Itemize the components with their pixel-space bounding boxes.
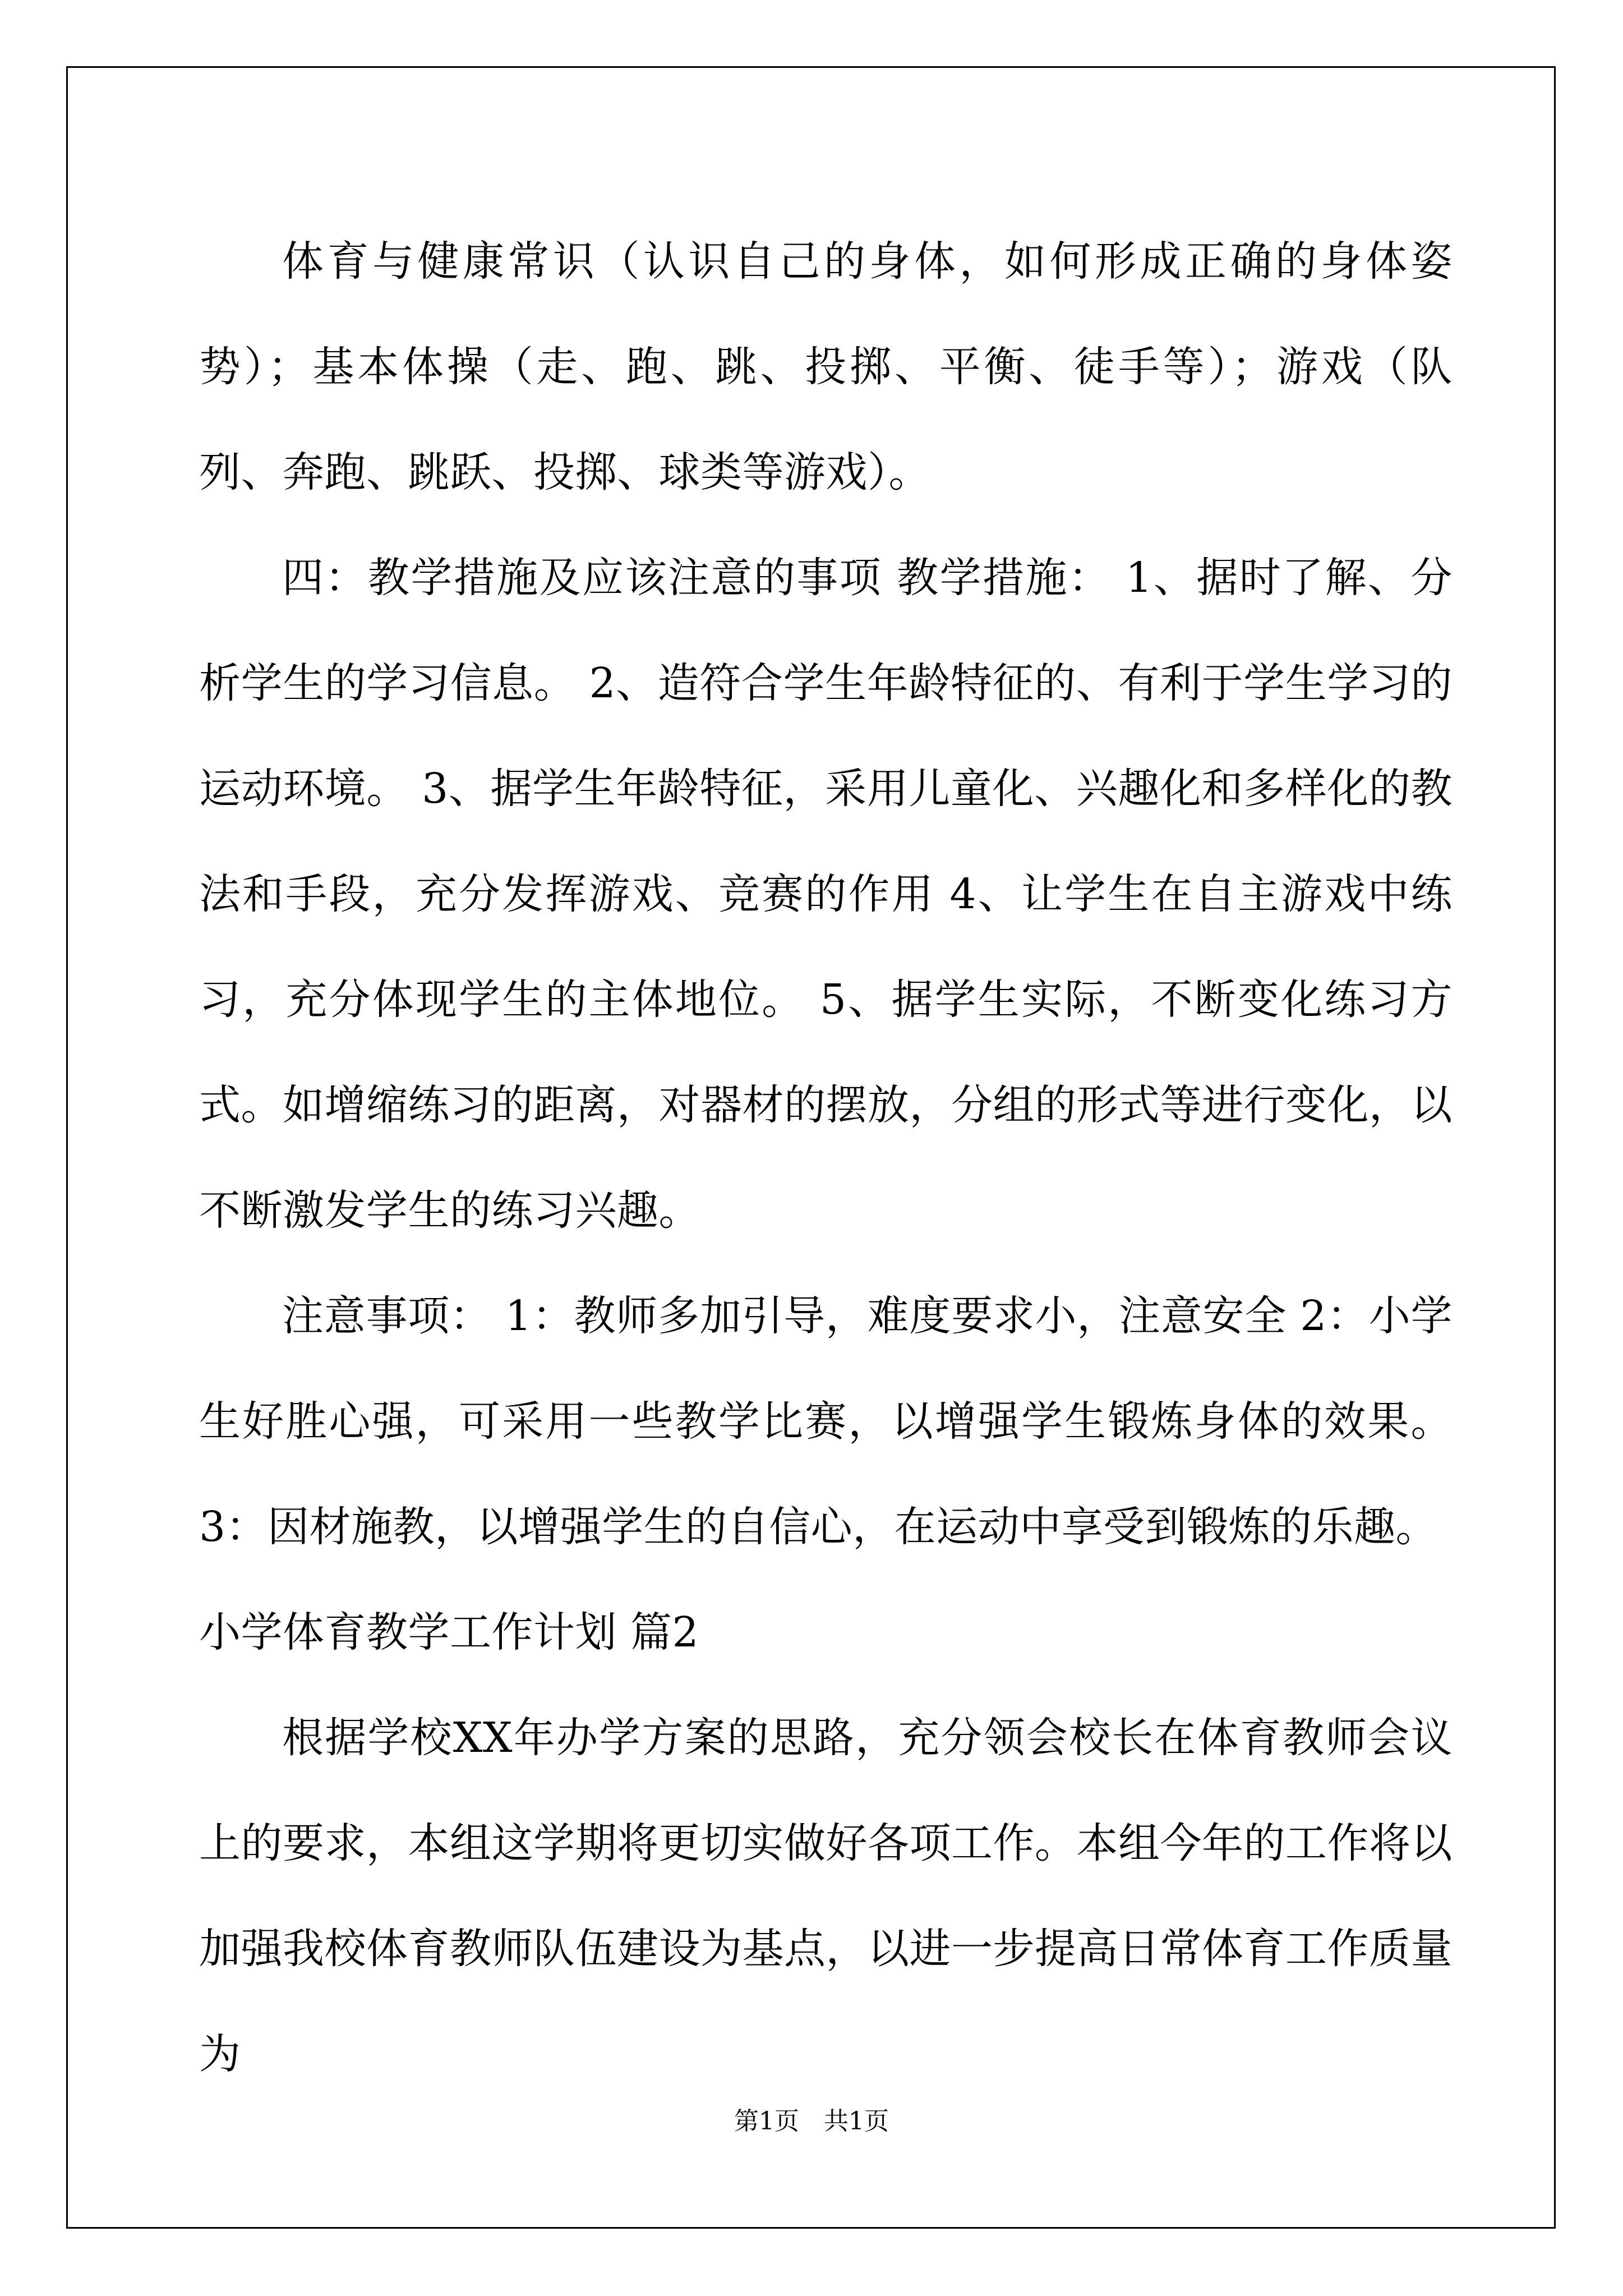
paragraph-pe-knowledge: 体育与健康常识（认识自己的身体，如何形成正确的身体姿势）；基本体操（走、跑、跳、投掷、平衡、徒手等）；游戏（队列、奔跑、跳跃、投掷、球类等游戏）。 xyxy=(199,237,1453,496)
paragraph-plan-intro: 根据学校XX年办学方案的思路，充分领会校长在体育教师会议上的要求，本组这学期将更切实做好各项工作。本组今年的工作将以加强我校体育教师队伍建设为基点，以进一步提高日常体育工作质量为 xyxy=(199,1714,1453,2078)
section-heading: 小学体育教学工作计划 篇2 xyxy=(199,1608,699,1657)
paragraph-precautions: 注意事项： 1：教师多加引导，难度要求小，注意安全 2：小学生好胜心强，可采用一些教学比赛，以增强学生锻炼身体的效果。 3：因材施教，以增强学生的自信心，在运动中享受到锻炼的乐趣。 xyxy=(199,1292,1453,1551)
document-body xyxy=(199,209,1453,2107)
paragraph-teaching-measures: 四：教学措施及应该注意的事项 教学措施： 1、据时了解、分析学生的学习信息。 2、造符合学生年龄特征的、有利于学生学习的运动环境。 3、据学生年龄特征，采用儿童化、兴趣化和多样化的教法和手段，充分发挥游戏、竞赛的作用 4、让学生在自主游戏中练习，充分体现学生的主体地位。 5、据学生实际，不断变化练习方式。如增缩练习的距离，对器材的摆放，分组的形式等进行变化，以不断激发学生的练习兴趣。 xyxy=(199,554,1453,1235)
page-footer: 第1页 共1页 xyxy=(734,2107,889,2136)
